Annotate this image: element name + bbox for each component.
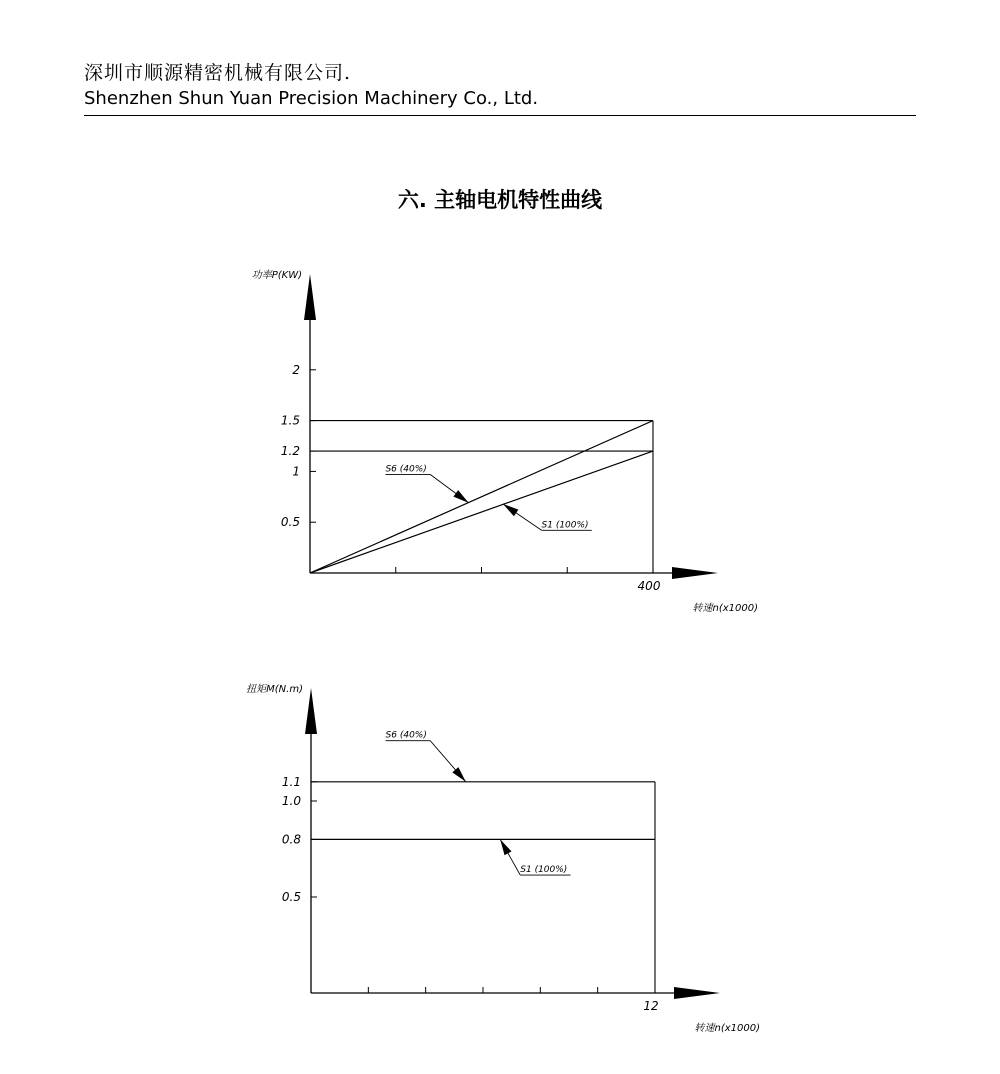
series-label: S1 (100%) bbox=[520, 865, 568, 876]
x-axis-label: 转速n(x1000) bbox=[694, 1023, 760, 1034]
power-chart bbox=[0, 262, 1000, 622]
callout-arrow-icon bbox=[452, 767, 465, 782]
x-tick-label: 12 bbox=[643, 999, 659, 1013]
series-label: S6 (40%) bbox=[385, 464, 427, 475]
callout-arrow-icon bbox=[453, 490, 468, 503]
callout-arrow-icon bbox=[503, 504, 518, 516]
x-axis-arrow-icon bbox=[674, 987, 720, 999]
series-line bbox=[310, 421, 653, 573]
y-axis-label: 功率P(KW) bbox=[251, 270, 302, 281]
torque-chart bbox=[0, 680, 1000, 1040]
x-axis-arrow-icon bbox=[672, 567, 718, 579]
y-axis-arrow-icon bbox=[305, 688, 317, 734]
header-divider bbox=[84, 115, 916, 116]
y-axis-label: 扭矩M(N.m) bbox=[246, 684, 303, 695]
y-tick-label: 2 bbox=[292, 362, 300, 377]
y-tick-label: 0.8 bbox=[281, 832, 301, 847]
x-tick-label: 400 bbox=[637, 579, 661, 593]
y-tick-label: 1.2 bbox=[280, 444, 300, 459]
x-axis-label: 转速n(x1000) bbox=[692, 603, 758, 614]
y-tick-label: 0.5 bbox=[280, 515, 300, 530]
y-tick-label: 0.5 bbox=[281, 890, 301, 904]
y-tick-label: 1.5 bbox=[280, 413, 300, 428]
y-axis-arrow-icon bbox=[304, 274, 316, 320]
series-label: S1 (100%) bbox=[541, 520, 589, 531]
series-label: S6 (40%) bbox=[385, 730, 427, 741]
y-tick-label: 1 bbox=[292, 464, 300, 479]
y-tick-label: 1.1 bbox=[281, 774, 301, 789]
y-tick-label: 1.0 bbox=[281, 794, 301, 808]
section-title: 六. 主轴电机特性曲线 bbox=[397, 188, 603, 212]
company-name-english: Shenzhen Shun Yuan Precision Machinery Co., Ltd. bbox=[84, 88, 539, 109]
callout-arrow-icon bbox=[500, 839, 511, 855]
series-line bbox=[310, 451, 653, 573]
company-name-chinese: 深圳市顺源精密机械有限公司. bbox=[84, 62, 352, 84]
